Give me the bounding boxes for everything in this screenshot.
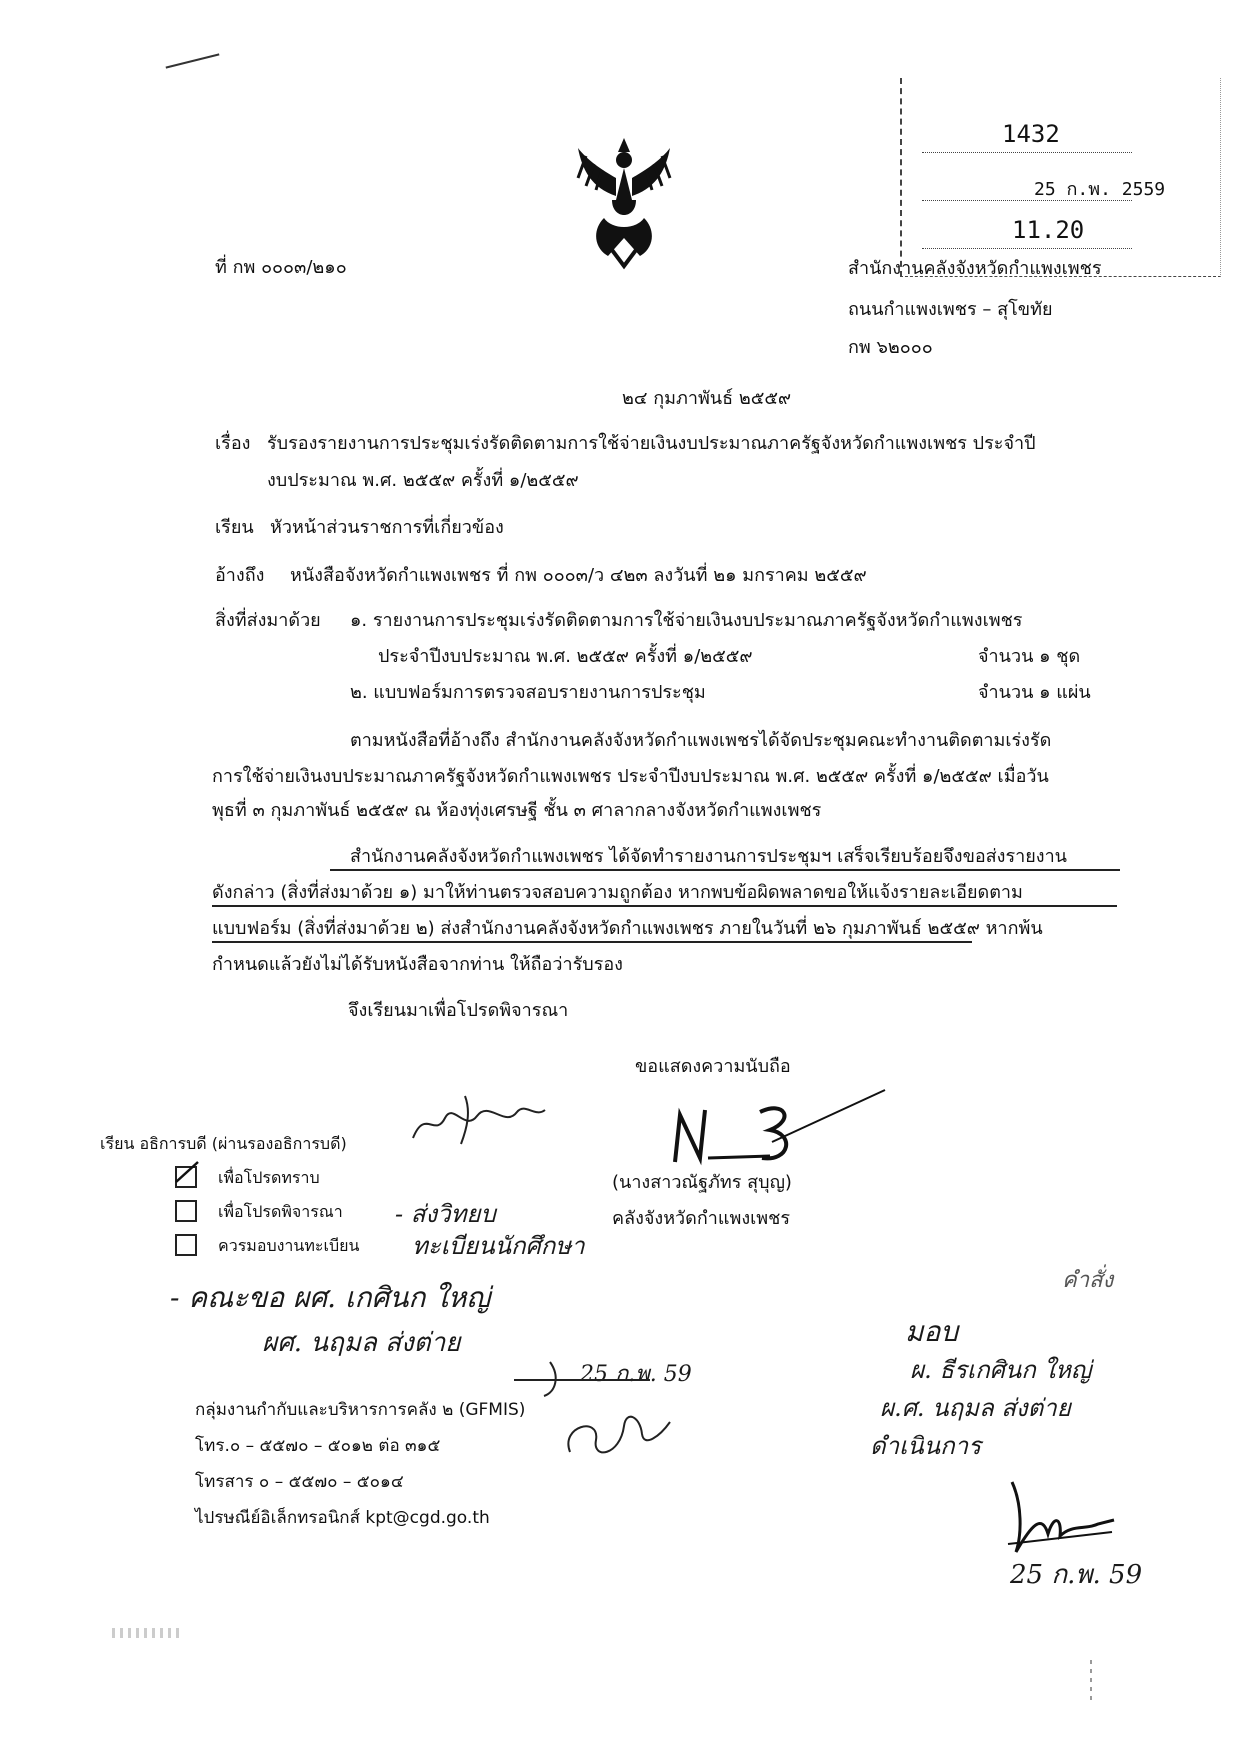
handwritten-order-label: คำสั่ง: [1062, 1268, 1114, 1293]
contact-group: กลุ่มงานกำกับและบริหารการคลัง ๒ (GFMIS): [195, 1400, 526, 1420]
regards: ขอแสดงความนับถือ: [635, 1056, 791, 1077]
handwritten-order-date: 25 ก.พ. 59: [1010, 1560, 1143, 1590]
routing-signature-icon: [405, 1088, 555, 1150]
garuda-emblem-icon: [572, 130, 677, 270]
enclosure-item-2-qty: จำนวน ๑ แผ่น: [978, 682, 1091, 703]
handwritten-order-2: ผ. ธีรเกศินก ใหญ่: [910, 1356, 1092, 1384]
reference-label: อ้างถึง: [215, 565, 265, 586]
receipt-number-row: [922, 120, 1132, 153]
routing-to: เรียน อธิการบดี (ผ่านรองอธิการบดี): [100, 1134, 347, 1153]
checkbox-registry[interactable]: [175, 1234, 197, 1256]
enclosure-item-1-cont: ประจำปีงบประมาณ พ.ศ. ๒๕๕๙ ครั้งที่ ๑/๒๕๕๙: [378, 646, 753, 667]
handwritten-order-1: มอบ: [905, 1315, 959, 1348]
enclosure-item-1-qty: จำนวน ๑ ชุด: [978, 646, 1081, 667]
sender-road: ถนนกำแพงเพชร – สุโขทัย: [848, 299, 1053, 320]
handwritten-note-d: ผศ. นฤมล ส่งต่าย: [262, 1328, 461, 1358]
body-p1-line-2: การใช้จ่ายเงินงบประมาณภาครัฐจังหวัดกำแพงเพชร ประจำปีงบประมาณ พ.ศ. ๒๕๕๙ ครั้งที่ ๑/๒๕๕๙ เมื่อวัน: [212, 766, 1049, 787]
signatory-name: (นางสาวณัฐภัทร สุบุญ): [612, 1172, 792, 1193]
scan-artifact-bottom-left: [112, 1628, 182, 1638]
checkbox-consider[interactable]: [175, 1200, 197, 1222]
doc-number: ที่ กพ ๐๐๐๓/๒๑๐: [215, 257, 347, 278]
receipt-time-row: [922, 216, 1132, 249]
handwritten-underline-2: [212, 905, 1117, 907]
body-p2-line-2: ดังกล่าว (สิ่งที่ส่งมาด้วย ๑) มาให้ท่านตรวจสอบความถูกต้อง หากพบข้อผิดพลาดขอให้แจ้งรายละเอียดตาม: [212, 882, 1023, 903]
contact-email: ไปรษณีย์อิเล็กทรอนิกส์ kpt@cgd.go.th: [195, 1508, 490, 1528]
receipt-number: 1432: [1002, 120, 1060, 148]
handwritten-note-c: - คณะขอ ผศ. เกศินก ใหญ่: [170, 1281, 491, 1314]
contact-fax: โทรสาร ๐ – ๕๕๗๐ – ๕๐๑๔: [195, 1472, 404, 1492]
subject-line-2: งบประมาณ พ.ศ. ๒๕๕๙ ครั้งที่ ๑/๒๕๕๙: [267, 470, 579, 491]
routing-option-registry: ควรมอบงานทะเบียน: [218, 1236, 360, 1255]
body-p2-line-1: สำนักงานคลังจังหวัดกำแพงเพชร ได้จัดทำรายงานการประชุมฯ เสร็จเรียบร้อยจึงขอส่งรายงาน: [350, 846, 1067, 867]
routing-option-acknowledge: เพื่อโปรดทราบ: [218, 1168, 320, 1187]
receipt-date: 25 ก.พ. 2559: [1034, 179, 1166, 200]
handwritten-order-4: ดำเนินการ: [870, 1432, 981, 1460]
body-p2-line-4: กำหนดแล้วยังไม่ได้รับหนังสือจากท่าน ให้ถือว่ารับรอง: [212, 954, 623, 975]
subject-label: เรื่อง: [215, 433, 251, 454]
handwritten-order-3: ผ.ศ. นฤมล ส่งต่าย: [880, 1394, 1071, 1422]
routing-option-consider: เพื่อโปรดพิจารณา: [218, 1202, 343, 1221]
reference-text: หนังสือจังหวัดกำแพงเพชร ที่ กพ ๐๐๐๓/ว ๔๒๓ ลงวันที่ ๒๑ มกราคม ๒๕๕๙: [290, 565, 867, 586]
letter-date: ๒๔ กุมภาพันธ์ ๒๕๕๙: [622, 388, 792, 409]
receipt-stamp: [900, 78, 1221, 277]
check-mark-icon: [172, 1158, 202, 1188]
handwritten-note-b: ทะเบียนนักศึกษา: [412, 1232, 585, 1260]
salutation-text: หัวหน้าส่วนราชการที่เกี่ยวข้อง: [270, 517, 504, 538]
handwritten-order-signature-icon: [1002, 1474, 1122, 1560]
enclosures-label: สิ่งที่ส่งมาด้วย: [215, 610, 321, 631]
handwritten-dash: [166, 53, 220, 68]
subject-line-1: รับรองรายงานการประชุมเร่งรัดติดตามการใช้จ่ายเงินงบประมาณภาครัฐจังหวัดกำแพงเพชร ประจำปี: [267, 433, 1036, 454]
enclosure-item-1: ๑. รายงานการประชุมเร่งรัดติดตามการใช้จ่ายเงินงบประมาณภาครัฐจังหวัดกำแพงเพชร: [350, 610, 1023, 631]
closing-line: จึงเรียนมาเพื่อโปรดพิจารณา: [348, 1000, 569, 1021]
contact-phone: โทร.๐ – ๕๕๗๐ – ๕๐๑๒ ต่อ ๓๑๕: [195, 1436, 441, 1456]
body-p1-line-3: พุธที่ ๓ กุมภาพันธ์ ๒๕๕๙ ณ ห้องทุ่งเศรษฐี ชั้น ๓ ศาลากลางจังหวัดกำแพงเพชร: [212, 800, 822, 821]
signatory-title: คลังจังหวัดกำแพงเพชร: [612, 1208, 791, 1229]
handwritten-underline-1: [330, 869, 1120, 871]
body-p1-line-1: ตามหนังสือที่อ้างถึง สำนักงานคลังจังหวัดกำแพงเพชรได้จัดประชุมคณะทำงานติดตามเร่งรัด: [350, 730, 1052, 751]
enclosure-item-2: ๒. แบบฟอร์มการตรวจสอบรายงานการประชุม: [350, 682, 706, 703]
handwritten-initials-icon: [500, 1356, 690, 1466]
receipt-date-row: [922, 178, 1166, 201]
handwritten-underline-3: [212, 941, 972, 943]
scan-artifact-bottom-right: [1090, 1660, 1092, 1700]
receipt-time: 11.20: [1012, 216, 1085, 244]
sender-postal: กพ ๖๒๐๐๐: [848, 337, 933, 358]
body-p2-line-3: แบบฟอร์ม (สิ่งที่ส่งมาด้วย ๒) ส่งสำนักงานคลังจังหวัดกำแพงเพชร ภายในวันที่ ๒๖ กุมภาพันธ์ ๒๕๕๙ หากพ้น: [212, 918, 1043, 939]
salutation-label: เรียน: [215, 517, 254, 538]
handwritten-note-a: - ส่งวิทยบ: [395, 1200, 496, 1228]
signature-icon: [660, 1070, 890, 1180]
sender-office: สำนักงานคลังจังหวัดกำแพงเพชร: [848, 258, 1102, 279]
handwritten-note-e: 25 ก.พ. 59: [580, 1362, 692, 1387]
